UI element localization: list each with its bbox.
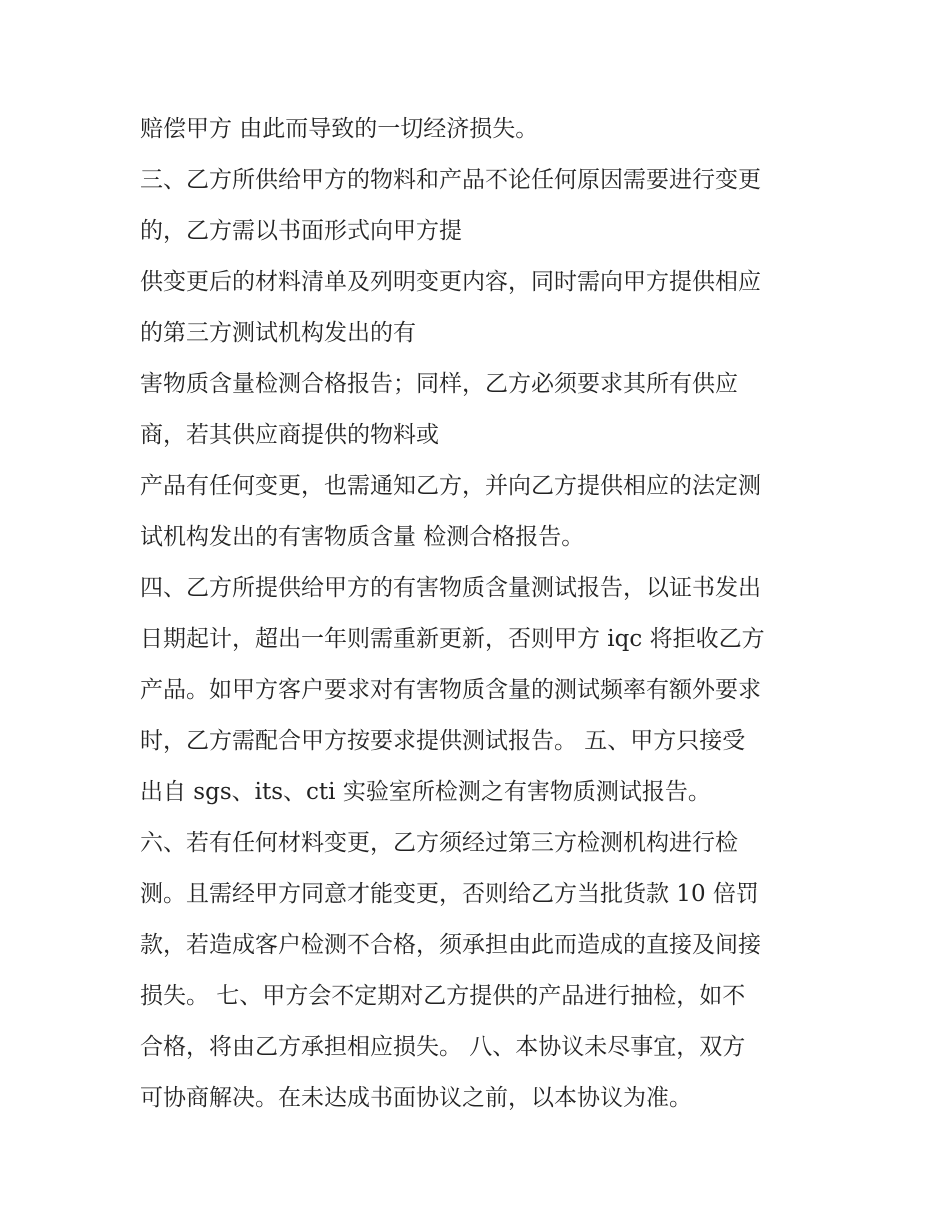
text-line: 四、乙方所提供给甲方的有害物质含量测试报告，以证书发出 [140,575,761,601]
text-line: 可协商解决。在未达成书面协议之前，以本协议为准。 [140,1085,692,1111]
text-line: 试机构发出的有害物质含量 检测合格报告。 [140,524,585,550]
text-line: 损失。 七、甲方会不定期对乙方提供的产品进行抽检，如不 [140,983,746,1009]
text-line: 产品有任何变更，也需通知乙方，并向乙方提供相应的法定测 [140,473,761,499]
text-line: 六、若有任何材料变更，乙方须经过第三方检测机构进行检 [140,830,738,856]
text-line: 日期起计，超出一年则需重新更新，否则甲方 iqc 将拒收乙方 [140,626,765,652]
text-line: 测。且需经甲方同意才能变更，否则给乙方当批货款 10 倍罚 [140,881,759,907]
text-line: 商，若其供应商提供的物料或 [140,422,439,448]
text-line: 合格，将由乙方承担相应损失。 八、本协议未尽事宜，双方 [140,1034,746,1060]
text-line: 赔偿甲方 由此而导致的一切经济损失。 [140,116,539,142]
text-line: 供变更后的材料清单及列明变更内容，同时需向甲方提供相应 [140,269,761,295]
text-line: 的第三方测试机构发出的有 [140,320,416,346]
text-line: 害物质含量检测合格报告；同样，乙方必须要求其所有供应 [140,371,738,397]
text-line: 款，若造成客户检测不合格，须承担由此而造成的直接及间接 [140,932,761,958]
agreement-text [140,104,830,1124]
text-line: 的，乙方需以书面形式向甲方提 [140,218,462,244]
text-line: 三、乙方所供给甲方的物料和产品不论任何原因需要进行变更 [140,167,761,193]
text-line: 出自 sgs、its、cti 实验室所检测之有害物质测试报告。 [140,779,711,805]
text-line: 时，乙方需配合甲方按要求提供测试报告。 五、甲方只接受 [140,728,746,754]
text-line: 产品。如甲方客户要求对有害物质含量的测试频率有额外要求 [140,677,761,703]
